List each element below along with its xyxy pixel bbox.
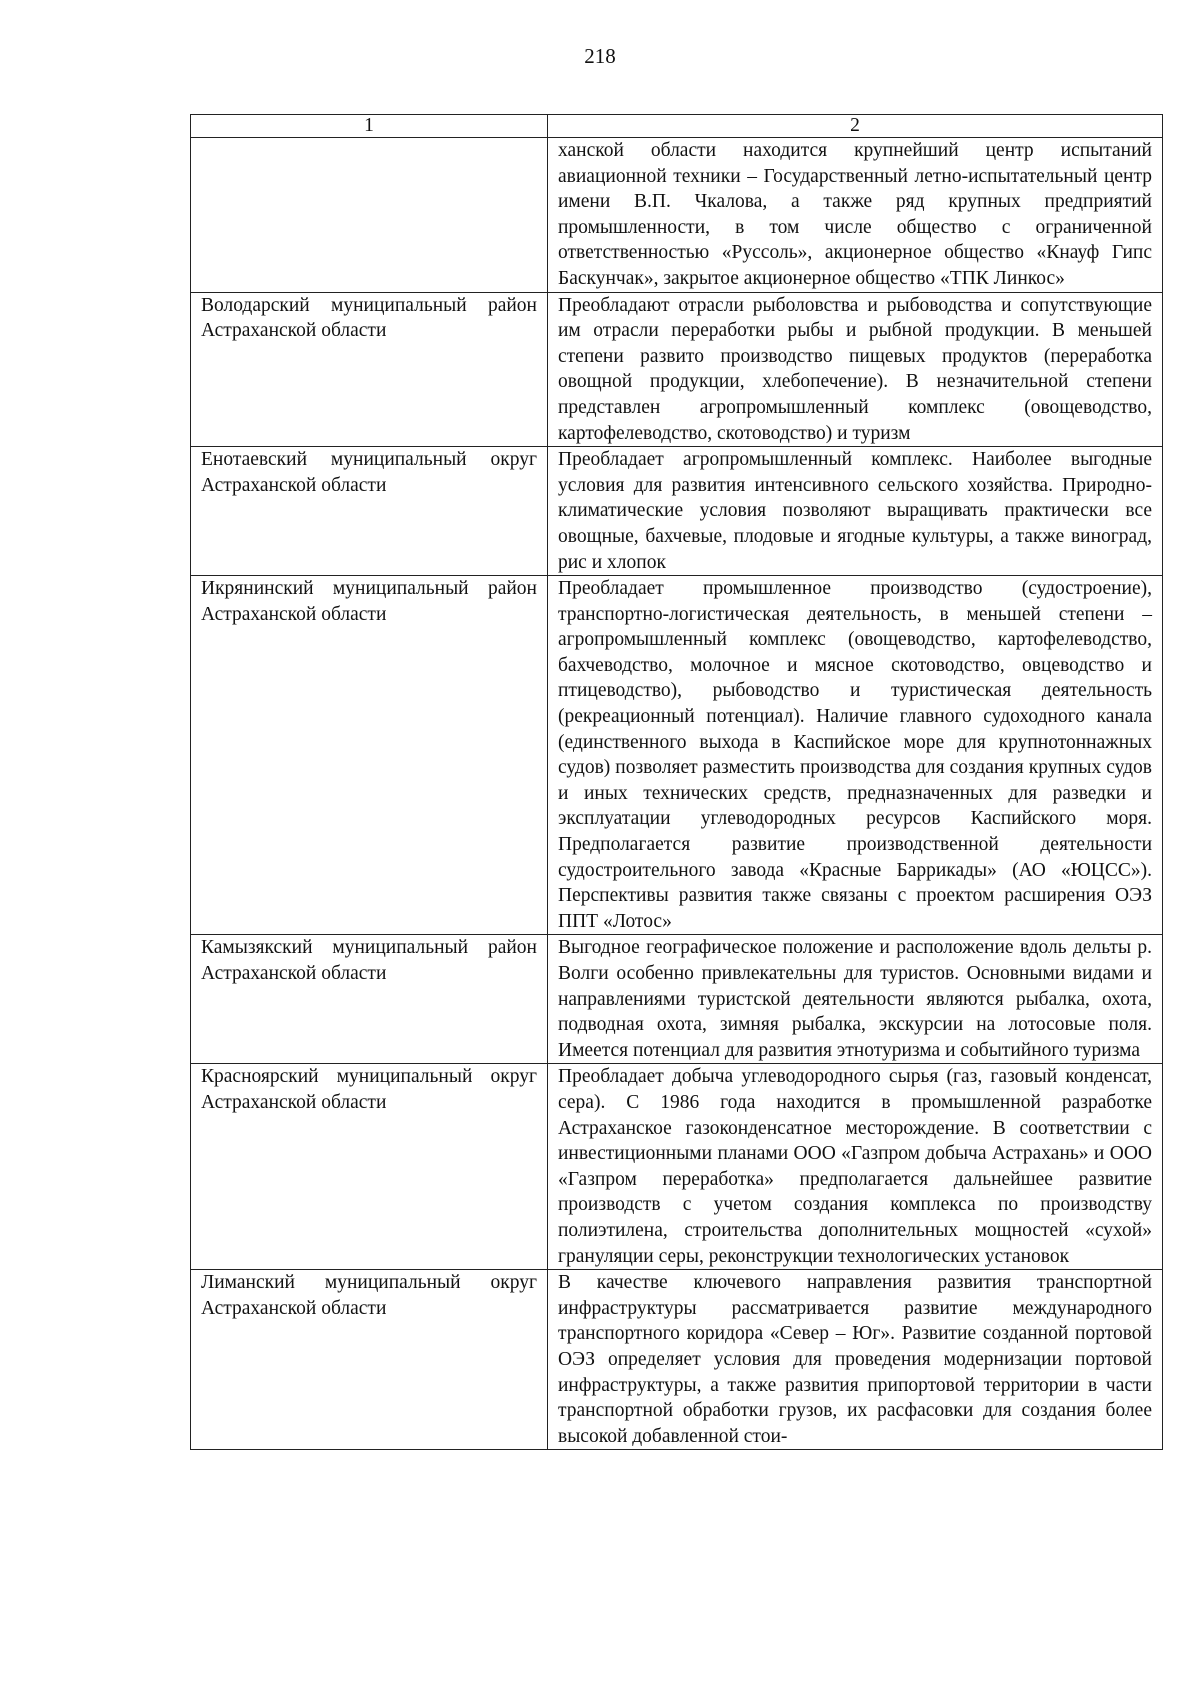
district-name: Володарский муниципальный район Астраханской области <box>201 294 537 342</box>
table-row <box>191 576 1163 935</box>
district-name: Енотаевский муниципальный округ Астраханской области <box>201 449 537 496</box>
table-row <box>191 935 1163 1064</box>
table-row <box>191 292 1163 447</box>
municipal-districts-table <box>190 114 1163 1450</box>
table-row <box>191 1270 1163 1450</box>
district-description: Преобладает агропромышленный комплекс. Наиболее выгодные условия для развития интенсивного сельского хозяйства. Природно-климатические условия позволяют выращивать практически все овощные, бахчевые, плодовые и ягодные культуры, а также виноград, рис и хлопок <box>558 449 1152 573</box>
district-name: Икрянинский муниципальный район Астраханской области <box>201 578 537 625</box>
district-description: В качестве ключевого направления развития транспортной инфраструктуры рассматривается развитие международного транспортного коридора «Север – Юг». Развитие созданной портовой ОЭЗ определяет условия для проведения модернизации портовой инфраструктуры, а также развития припортовой территории в части транспортной обработки грузов, их расфасовки для создания более высокой добавленной стои- <box>558 1272 1152 1447</box>
district-description: ханской области находится крупнейший центр испытаний авиационной техники – Государственный летно-испытательный центр имени В.П. Чкалова, а также ряд крупных предприятий промышленности, в том числе общество с ограниченной ответственностью «Руссоль», акционерное общество «Кнауф Гипс Баскунчак», закрытое акционерное общество «ТПК Линкос» <box>558 140 1152 289</box>
district-name-cell <box>191 1270 548 1450</box>
district-description: Преобладает промышленное производство (судостроение), транспортно-логистическая деятельность, в меньшей степени – агропромышленный комплекс (овощеводство, картофелеводство, бахчеводство, молочное и мясное скотоводство, овцеводство и птицеводство), рыбоводство и туристическая деятельность (рекреационный потенциал). Наличие главного судоходного канала (единственного выхода в Каспийское море для крупнотоннажных судов) позволяет разместить производства для создания крупных судов и иных технических средств, предназначенных для разведки и эксплуатации углеводородных ресурсов Каспийского моря. Предполагается развитие производственной деятельности судостроительного завода «Красные Баррикады» (АО «ЮЦСС»). Перспективы развития также связаны с проектом расширения ОЭЗ ППТ «Лотос» <box>558 578 1152 932</box>
district-description-cell <box>548 138 1163 293</box>
district-name: Лиманский муниципальный округ Астраханской области <box>201 1272 537 1319</box>
district-name-cell <box>191 935 548 1064</box>
table-row <box>191 138 1163 293</box>
district-description-cell <box>548 576 1163 935</box>
district-description-cell <box>548 1270 1163 1450</box>
district-name: Красноярский муниципальный округ Астраханской области <box>201 1066 537 1113</box>
table-header-row <box>191 115 1163 138</box>
district-description: Выгодное географическое положение и расположение вдоль дельты р. Волги особенно привлекательны для туристов. Основными видами и направлениями туристской деятельности являются рыбалка, охота, подводная охота, зимняя рыбалка, экскурсии на лотосовые поля. Имеется потенциал для развития этнотуризма и событийного туризма <box>558 937 1152 1061</box>
district-name-cell <box>191 576 548 935</box>
district-name-cell <box>191 138 548 293</box>
district-description-cell <box>548 1064 1163 1270</box>
district-description-cell <box>548 935 1163 1064</box>
district-name-cell <box>191 1064 548 1270</box>
district-description: Преобладает добыча углеводородного сырья (газ, газовый конденсат, сера). С 1986 года находится в промышленной разработке Астраханское газоконденсатное месторождение. В соответствии с инвестиционными планами ООО «Газпром добыча Астрахань» и ООО «Газпром переработка» предполагается дальнейшее развитие производств с учетом создания комплекса по производству полиэтилена, строительства дополнительных мощностей «сухой» грануляции серы, реконструкции технологических установок <box>558 1066 1152 1267</box>
column-header-2: 2 <box>548 115 1163 138</box>
district-description-cell <box>548 292 1163 447</box>
page-number: 218 <box>584 44 616 68</box>
district-name-cell <box>191 292 548 447</box>
district-description-cell <box>548 447 1163 576</box>
column-header-1: 1 <box>191 115 548 138</box>
district-name: Камызякский муниципальный район Астраханской области <box>201 937 537 984</box>
district-name-cell <box>191 447 548 576</box>
district-description: Преобладают отрасли рыболовства и рыбоводства и сопутствующие им отрасли переработки рыбы и рыбной продукции. В меньшей степени развито производство пищевых продуктов (переработка овощной продукции, хлебопечение). В незначительной степени представлен агропромышленный комплекс (овощеводство, картофелеводство, скотоводство) и туризм <box>558 294 1152 444</box>
table-row <box>191 1064 1163 1270</box>
table-row <box>191 447 1163 576</box>
